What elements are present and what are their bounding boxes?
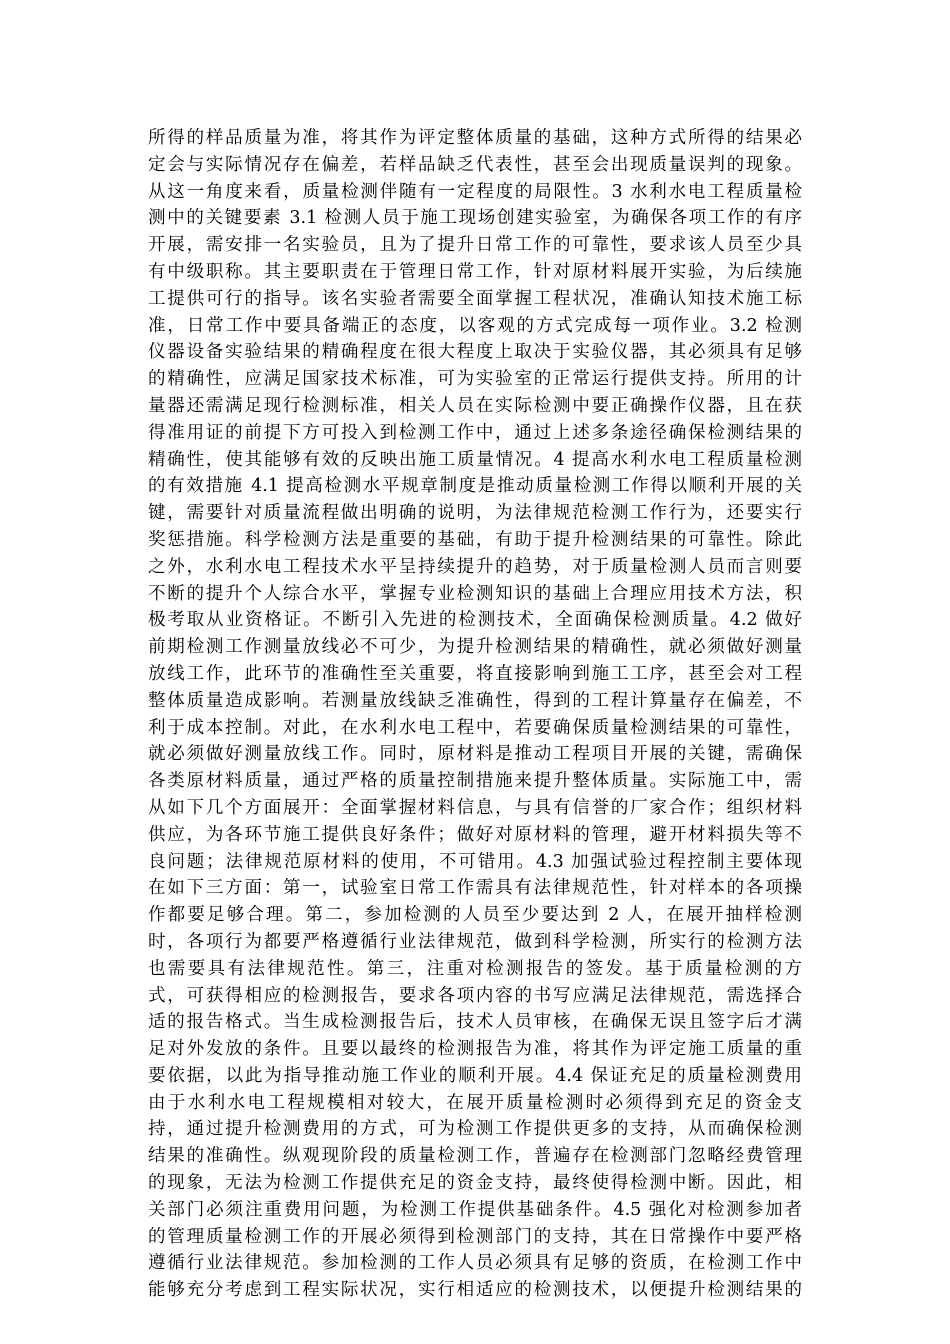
text-line: 式，可获得相应的检测报告，要求各项内容的书写应满足法律规范，需选择合 [148,985,802,1006]
text-line: 从这一角度来看，质量检测伴随有一定程度的局限性。3 水利水电工程质量检 [148,181,802,202]
text-line: 在如下三方面：第一，试验室日常工作需具有法律规范性，针对样本的各项操 [148,878,802,899]
text-line: 奖惩措施。科学检测方法是重要的基础，有助于提升检测结果的可靠性。除此 [148,529,802,550]
text-line: 有中级职称。其主要职责在于管理日常工作，针对原材料展开实验，为后续施 [148,261,802,282]
text-line: 供应，为各环节施工提供良好条件；做好对原材料的管理，避开材料损失等不 [148,824,802,845]
text-line: 准，日常工作中要具备端正的态度，以客观的方式完成每一项作业。3.2 检测 [148,315,802,336]
text-line: 遵循行业法律规范。参加检测的工作人员必须具有足够的资质，在检测工作中 [148,1253,802,1274]
text-line: 放线工作，此环节的准确性至关重要，将直接影响到施工工序，甚至会对工程 [148,663,802,684]
text-line: 工提供可行的指导。该名实验者需要全面掌握工程状况，准确认知技术施工标 [148,288,802,309]
text-line: 得准用证的前提下方可投入到检测工作中，通过上述多条途径确保检测结果的 [148,422,802,443]
text-line: 极考取从业资格证。不断引入先进的检测技术，全面确保检测质量。4.2 做好 [148,610,802,631]
text-line: 各类原材料质量，通过严格的质量控制措施来提升整体质量。实际施工中，需 [148,771,802,792]
text-line: 的管理质量检测工作的开展必须得到检测部门的支持，其在日常操作中要严格 [148,1226,802,1247]
text-line: 足对外发放的条件。且要以最终的检测报告为准，将其作为评定施工质量的重 [148,1039,802,1060]
text-line: 测中的关键要素 3.1 检测人员于施工现场创建实验室，为确保各项工作的有序 [148,208,802,229]
text-line: 就必须做好测量放线工作。同时，原材料是推动工程项目开展的关键，需确保 [148,744,802,765]
text-line: 精确性，使其能够有效的反映出施工质量情况。4 提高水利水电工程质量检测 [148,449,802,470]
text-line: 结果的准确性。纵观现阶段的质量检测工作，普遍存在检测部门忽略经费管理 [148,1146,802,1167]
text-line: 的现象，无法为检测工作提供充足的资金支持，最终使得检测中断。因此，相 [148,1173,802,1194]
text-line: 所得的样品质量为准，将其作为评定整体质量的基础，这种方式所得的结果必 [148,128,802,148]
text-line: 整体质量造成影响。若测量放线缺乏准确性，得到的工程计算量存在偏差，不 [148,690,802,711]
text-line: 定会与实际情况存在偏差，若样品缺乏代表性，甚至会出现质量误判的现象。 [148,154,802,175]
text-line: 之外，水利水电工程技术水平呈持续提升的趋势，对于质量检测人员而言则要 [148,556,802,577]
text-line: 时，各项行为都要严格遵循行业法律规范，做到科学检测，所实行的检测方法 [148,931,802,952]
text-line: 利于成本控制。对此，在水利水电工程中，若要确保质量检测结果的可靠性， [148,717,802,738]
text-line: 作都要足够合理。第二，参加检测的人员至少要达到 2 人，在展开抽样检测 [148,905,802,926]
text-line: 由于水利水电工程规模相对较大，在展开质量检测时必须得到充足的资金支 [148,1092,802,1113]
text-line: 从如下几个方面展开：全面掌握材料信息，与具有信誉的厂家合作；组织材料 [148,797,802,818]
text-line: 适的报告格式。当生成检测报告后，技术人员审核，在确保无误且签字后才满 [148,1012,802,1033]
text-line: 不断的提升个人综合水平，掌握专业检测知识的基础上合理应用技术方法，积 [148,583,802,604]
text-line: 也需要具有法律规范性。第三，注重对检测报告的签发。基于质量检测的方 [148,958,802,979]
text-line: 要依据，以此为指导推动施工作业的顺利开展。4.4 保证充足的质量检测费用 [148,1065,802,1086]
text-line: 前期检测工作测量放线必不可少，为提升检测结果的精确性，就必须做好测量 [148,637,802,658]
text-line: 持，通过提升检测费用的方式，可为检测工作提供更多的支持，从而确保检测 [148,1119,802,1140]
body-paragraph [148,125,802,1304]
text-line: 能够充分考虑到工程实际状况，实行相适应的检测技术，以便提升检测结果的 [148,1280,802,1301]
text-line: 的有效措施 4.1 提高检测水平规章制度是推动质量检测工作得以顺利开展的关 [148,476,802,497]
text-line: 仪器设备实验结果的精确程度在很大程度上取决于实验仪器，其必须具有足够 [148,342,802,363]
text-line: 键，需要针对质量流程做出明确的说明，为法律规范检测工作行为，还要实行 [148,503,802,524]
text-line: 关部门必须注重费用问题，为检测工作提供基础条件。4.5 强化对检测参加者 [148,1199,802,1220]
text-line: 开展，需安排一名实验员，且为了提升日常工作的可靠性，要求该人员至少具 [148,235,802,256]
text-line: 量器还需满足现行检测标准，相关人员在实际检测中要正确操作仪器，且在获 [148,395,802,416]
text-line: 良问题；法律规范原材料的使用，不可错用。4.3 加强试验过程控制主要体现 [148,851,802,872]
text-line: 的精确性，应满足国家技术标准，可为实验室的正常运行提供支持。所用的计 [148,369,802,390]
